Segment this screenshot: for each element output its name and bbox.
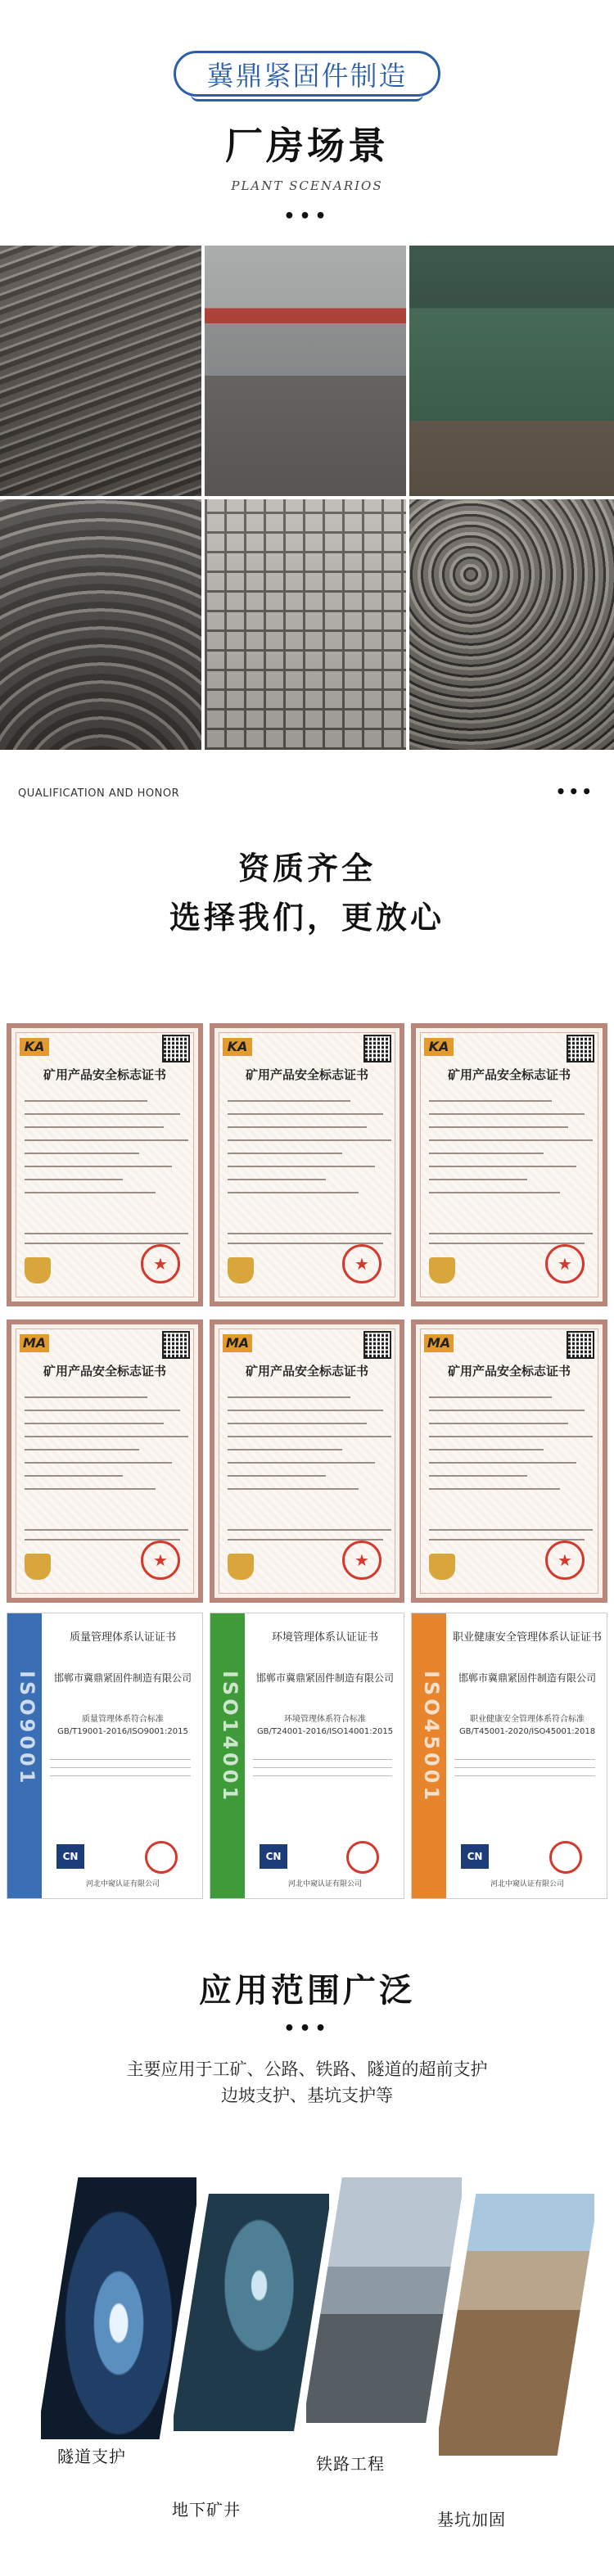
qualification-dots: ••• (555, 782, 594, 801)
mine-cert-3 (411, 1023, 607, 1306)
iso-band: ISO9001 (7, 1613, 42, 1898)
iso-issuer: 河北中窥认证有限公司 (85, 1880, 160, 1888)
iso-issuer: 河北中窥认证有限公司 (490, 1880, 564, 1888)
iso-title: 环境管理体系认证证书 (271, 1631, 378, 1644)
mine-cert-6 (411, 1320, 607, 1603)
qualification-subtitle: 选择我们，更放心 (169, 899, 445, 936)
cert-title: 矿用产品安全标志证书 (245, 1364, 368, 1378)
caption-tunnel: 隧道支护 (57, 2447, 126, 2466)
iso-standard: 环境管理体系符合标准 GB/T24001-2016/ISO14001:2015 (256, 1715, 394, 1736)
qr-code-icon (568, 1333, 593, 1357)
ma-badge: MA (223, 1334, 252, 1352)
cert-title: 矿用产品安全标志证书 (447, 1067, 571, 1082)
ka-badge: KA (20, 1038, 49, 1056)
plant-title: 厂房场景 (225, 124, 389, 168)
star-seal-icon (342, 1541, 381, 1580)
qr-code-icon (164, 1036, 188, 1061)
cert-title: 矿用产品安全标志证书 (447, 1364, 571, 1378)
qr-code-icon (365, 1333, 390, 1357)
caption-mine: 地下矿井 (172, 2500, 241, 2520)
ma-badge: MA (20, 1334, 49, 1352)
iso-standard: 质量管理体系符合标准 GB/T19001-2016/ISO9001:2015 (57, 1715, 188, 1736)
caption-rail: 铁路工程 (316, 2454, 385, 2474)
star-seal-icon (545, 1541, 585, 1580)
cnas-logo-icon: CN (461, 1844, 489, 1869)
star-seal-icon (545, 1244, 585, 1283)
qr-code-icon (568, 1036, 593, 1061)
ma-badge: MA (424, 1334, 454, 1352)
qualification-label: QUALIFICATION AND HONOR (18, 787, 180, 800)
iso-title: 质量管理体系认证证书 (69, 1631, 176, 1644)
ka-badge: KA (424, 1038, 454, 1056)
mine-cert-4 (7, 1320, 203, 1603)
iso-standard: 职业健康安全管理体系符合标准 GB/T45001-2020/ISO45001:2018 (458, 1715, 596, 1736)
iso-org: 邯郸市冀鼎紧固件制造有限公司 (255, 1672, 394, 1684)
star-seal-icon (141, 1244, 180, 1283)
red-stamp-icon (145, 1841, 178, 1874)
app-photo-pit (435, 2194, 599, 2456)
cert-title: 矿用产品安全标志证书 (43, 1364, 166, 1378)
red-stamp-icon (346, 1841, 379, 1874)
application-title: 应用范围广泛 (199, 1971, 415, 2010)
mine-cert-5 (210, 1320, 404, 1603)
mine-emblem-icon (25, 1554, 51, 1580)
mine-emblem-icon (25, 1257, 51, 1283)
iso-cert-9001 (7, 1613, 203, 1899)
cnas-logo-icon: CN (56, 1844, 84, 1869)
plant-photo-rebar-stack (0, 246, 201, 496)
iso-cert-45001 (411, 1613, 607, 1899)
brand-name: 冀鼎紧固件制造 (206, 59, 408, 92)
red-stamp-icon (549, 1841, 582, 1874)
application-dots: ••• (283, 2019, 331, 2039)
mine-emblem-icon (429, 1554, 455, 1580)
iso-org: 邯郸市冀鼎紧固件制造有限公司 (458, 1672, 596, 1684)
mine-cert-2 (210, 1023, 404, 1306)
application-line-1: 主要应用于工矿、公路、铁路、隧道的超前支护 (126, 2059, 488, 2079)
star-seal-icon (342, 1244, 381, 1283)
plant-photo-mesh (205, 499, 406, 750)
plant-photo-workshop (205, 246, 406, 496)
plant-subtitle: PLANT SCENARIOS (231, 178, 383, 193)
iso-title: 职业健康安全管理体系认证证书 (452, 1631, 602, 1644)
iso-cert-14001 (210, 1613, 404, 1899)
iso-band: ISO14001 (210, 1613, 245, 1898)
iso-issuer: 河北中窥认证有限公司 (287, 1880, 362, 1888)
plant-dots: ••• (283, 206, 331, 227)
qualification-title: 资质齐全 (237, 850, 376, 886)
cert-title: 矿用产品安全标志证书 (43, 1067, 166, 1082)
mine-cert-1 (7, 1023, 203, 1306)
plant-photo-bar-bundle (409, 499, 614, 750)
cert-title: 矿用产品安全标志证书 (245, 1067, 368, 1082)
mine-emblem-icon (228, 1257, 254, 1283)
qr-code-icon (164, 1333, 188, 1357)
iso-band: ISO45001 (412, 1613, 446, 1898)
qr-code-icon (365, 1036, 390, 1061)
application-line-2: 边坡支护、基坑支护等 (221, 2086, 393, 2105)
plant-photo-machine (409, 246, 614, 496)
ka-badge: KA (223, 1038, 252, 1056)
plant-photo-arch-supports (0, 499, 201, 750)
cnas-logo-icon: CN (260, 1844, 287, 1869)
iso-org: 邯郸市冀鼎紧固件制造有限公司 (53, 1672, 192, 1684)
caption-pit: 基坑加固 (437, 2510, 506, 2529)
mine-emblem-icon (429, 1257, 455, 1283)
brand-pill (174, 51, 440, 97)
mine-emblem-icon (228, 1554, 254, 1580)
star-seal-icon (141, 1541, 180, 1580)
